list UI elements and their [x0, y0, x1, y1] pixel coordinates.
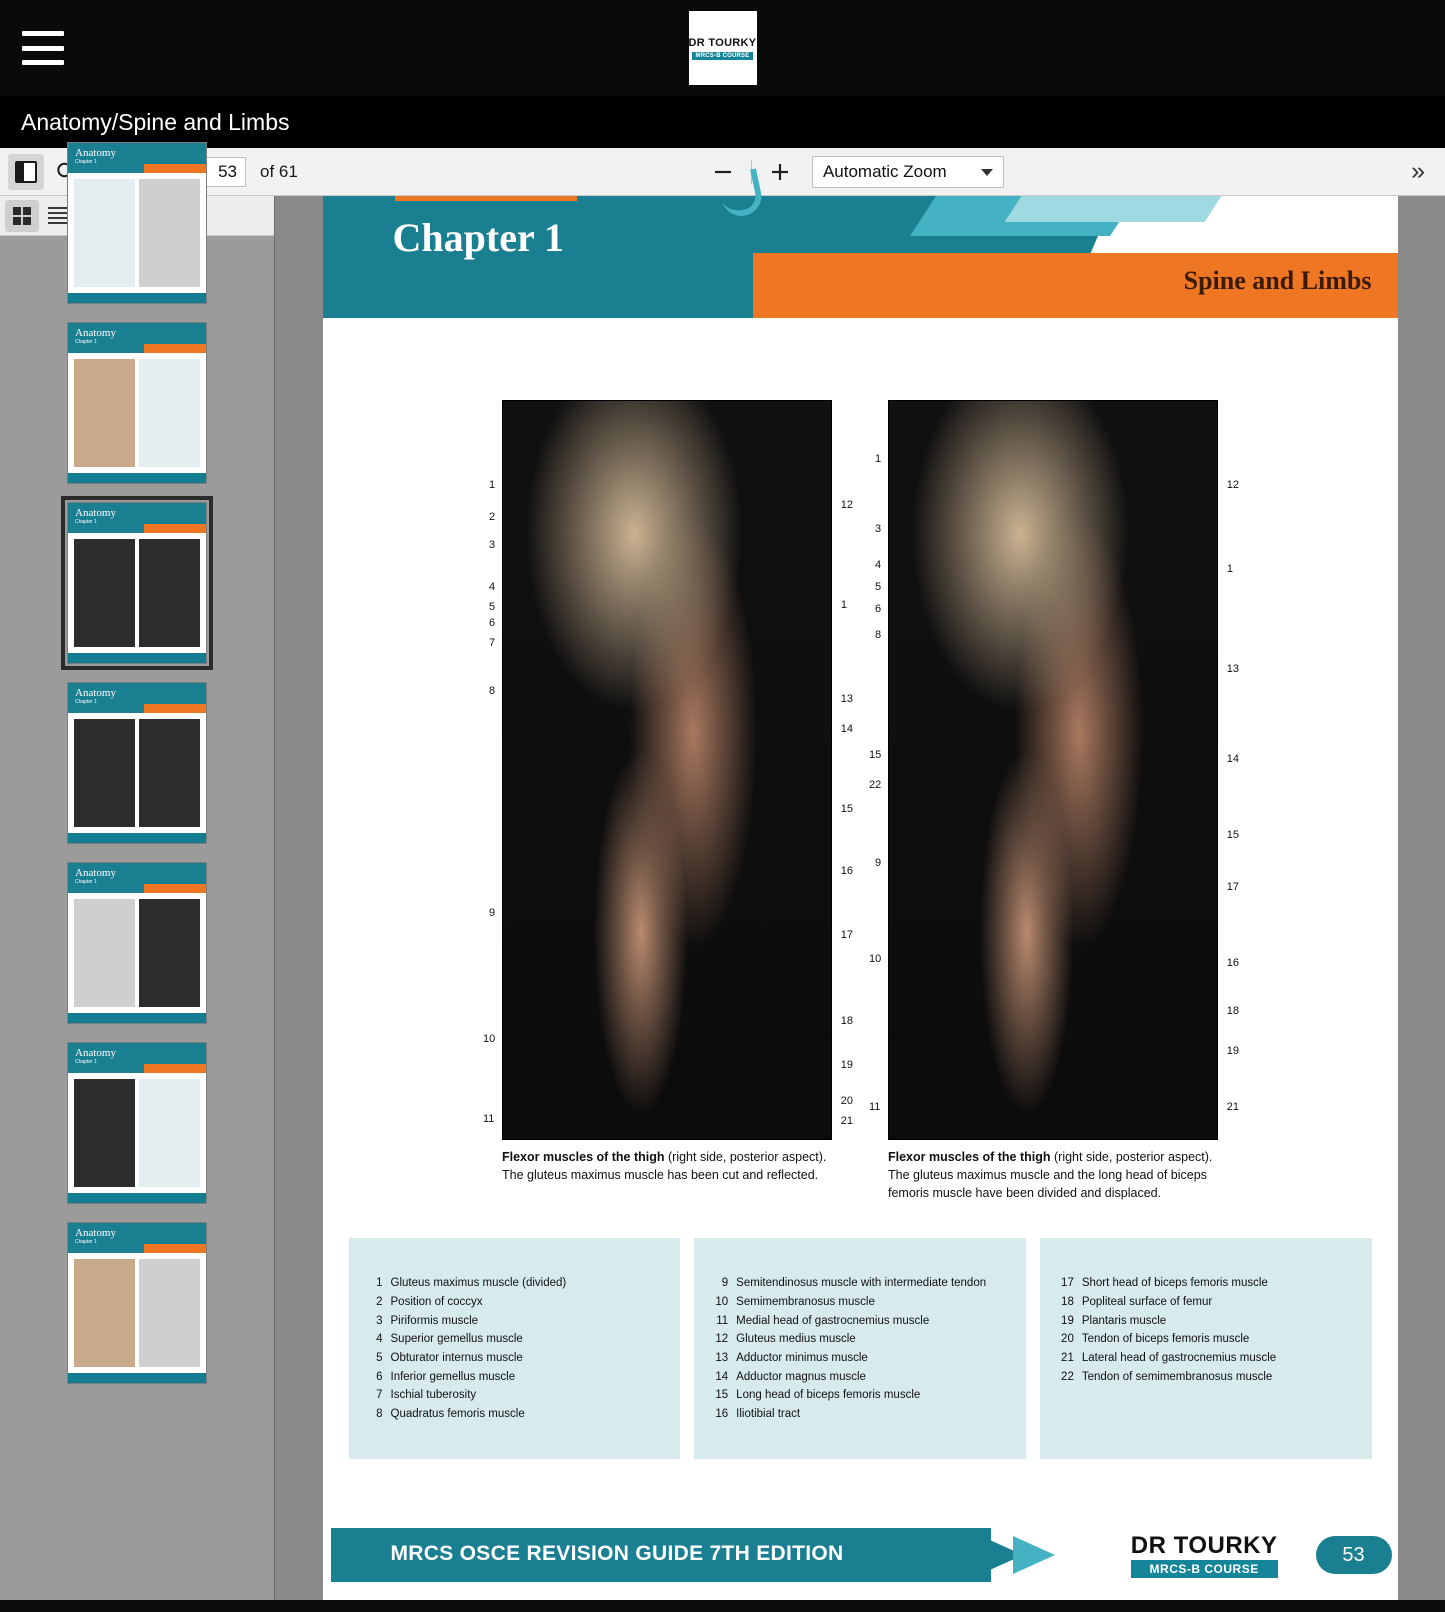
chevron-down-icon: [981, 169, 993, 176]
legend-row: [349, 1238, 1372, 1459]
legend-number: 10: [715, 1296, 729, 1308]
legend-text: Short head of biceps femoris muscle: [1081, 1277, 1268, 1290]
thumbnail-item[interactable]: [67, 1042, 207, 1204]
legend-text: Popliteal surface of femur: [1081, 1296, 1213, 1308]
legend-number: 1: [376, 1277, 383, 1290]
thumb-title: Anatomy: [75, 867, 116, 879]
thumb-sub: Chapter 1: [75, 699, 97, 705]
document-outline-icon: [48, 207, 68, 224]
page-number-badge: 53: [1316, 1536, 1392, 1574]
legend-number: 7: [376, 1389, 383, 1402]
legend-number: 2: [376, 1296, 383, 1308]
plus-icon: [769, 161, 791, 183]
chapter-title: Chapter 1: [392, 215, 564, 260]
page-chapter-header: [323, 196, 1398, 318]
pdf-page-viewer[interactable]: [275, 196, 1445, 1600]
footer-logo: [1131, 1532, 1278, 1578]
more-tools-button[interactable]: »: [1411, 157, 1425, 185]
thumbnail-item[interactable]: [67, 862, 207, 1024]
figure-caption-line2: The gluteus maximus muscle has been cut and reflected.: [502, 1168, 819, 1183]
legend-text: Ischial tuberosity: [390, 1389, 477, 1402]
thumb-title: Anatomy: [75, 327, 116, 339]
legend-number: 6: [376, 1370, 383, 1383]
legend-number: 5: [376, 1351, 383, 1364]
legend-column: [1040, 1238, 1372, 1459]
legend-text: Lateral head of gastrocnemius muscle: [1081, 1351, 1277, 1364]
hamburger-menu-icon[interactable]: [22, 31, 64, 65]
legend-number: 14: [715, 1370, 729, 1383]
legend-number: 9: [721, 1277, 729, 1290]
thumbnails-view-button[interactable]: [5, 200, 39, 232]
legend-number: 4: [376, 1333, 383, 1346]
legend-number: 11: [716, 1314, 729, 1327]
legend-number: 21: [1061, 1351, 1074, 1364]
legend-text: Medial head of gastrocnemius muscle: [736, 1314, 930, 1327]
thumb-sub: Chapter 1: [75, 339, 97, 345]
figure-labels-right: 1 3 4 5 6 8 15 22 9 10 11 12 1 13 14 15 17 16 18 19 21: [869, 453, 1239, 1113]
breadcrumb: [0, 96, 1445, 148]
brand-logo: [689, 11, 757, 85]
footer-logo-line2: MRCS-B COURSE: [1131, 1560, 1278, 1578]
legend-text: Semitendinosus muscle with intermediate tendon: [736, 1277, 987, 1290]
sidebar-panel-icon: [15, 161, 37, 183]
figure-caption: [888, 1148, 1218, 1202]
pdf-page: [323, 196, 1398, 1600]
figure-block: [483, 400, 853, 1202]
legend-number: 16: [715, 1407, 729, 1420]
figure-caption-title: Flexor muscles of the thigh: [502, 1150, 665, 1164]
thumb-title: Anatomy: [75, 147, 116, 159]
thumbnail-item[interactable]: [67, 322, 207, 484]
figure-caption-line2: The gluteus maximus muscle and the long head of biceps femoris muscle have been divided and displaced.: [888, 1168, 1207, 1201]
cadaver-photo-left: [483, 400, 853, 1140]
legend-text: Piriformis muscle: [390, 1314, 479, 1327]
legend-text: Iliotibial tract: [736, 1407, 801, 1420]
legend-number: 20: [1061, 1333, 1074, 1346]
thumbnail-item[interactable]: [67, 1222, 207, 1384]
legend-text: Position of coccyx: [390, 1296, 483, 1308]
thumb-sub: Chapter 1: [75, 1059, 97, 1065]
cadaver-photo-right: [869, 400, 1239, 1140]
app-header: [0, 0, 1445, 96]
figure-block: [869, 400, 1239, 1202]
zoom-in-button[interactable]: [762, 154, 798, 190]
legend-column: [694, 1238, 1026, 1459]
zoom-select[interactable]: [812, 156, 1004, 188]
thumb-title: Anatomy: [75, 687, 116, 699]
legend-text: Inferior gemellus muscle: [390, 1370, 516, 1383]
sidebar-toggle-button[interactable]: [8, 154, 44, 190]
legend-text: Gluteus maximus muscle (divided): [390, 1277, 567, 1290]
thumb-title: Anatomy: [75, 507, 116, 519]
footer-title: MRCS OSCE REVISION GUIDE 7TH EDITION: [390, 1542, 844, 1565]
legend-text: Adductor minimus muscle: [736, 1351, 868, 1364]
page-count-label: of 61: [260, 161, 298, 181]
thumb-sub: Chapter 1: [75, 1239, 97, 1245]
thumbnail-list[interactable]: [0, 147, 274, 1600]
section-title: Spine and Limbs: [1183, 266, 1372, 295]
thumb-sub: Chapter 1: [75, 879, 97, 885]
legend-text: Plantaris muscle: [1081, 1314, 1167, 1327]
legend-text: Quadratus femoris muscle: [390, 1407, 525, 1420]
legend-number: 17: [1061, 1277, 1074, 1290]
brand-logo-line2: MRCS-B COURSE: [692, 52, 754, 60]
figure-caption-rest: (right side, posterior aspect).: [664, 1150, 827, 1164]
bottom-bar: [0, 1600, 1445, 1612]
legend-text: Tendon of semimembranosus muscle: [1081, 1370, 1273, 1383]
figure-row: [323, 400, 1398, 1202]
legend-column: [349, 1238, 681, 1459]
legend-text: Obturator internus muscle: [390, 1351, 523, 1364]
legend-text: Gluteus medius muscle: [736, 1333, 856, 1346]
legend-text: Long head of biceps femoris muscle: [736, 1389, 921, 1402]
legend-number: 3: [376, 1314, 383, 1327]
breadcrumb-text: Anatomy/Spine and Limbs: [21, 108, 290, 135]
legend-text: Tendon of biceps femoris muscle: [1081, 1333, 1250, 1346]
thumb-sub: Chapter 1: [75, 519, 97, 525]
legend-number: 19: [1061, 1314, 1074, 1327]
page-footer: [323, 1528, 1398, 1582]
figure-caption: [502, 1148, 832, 1184]
zoom-select-value: Automatic Zoom: [822, 161, 947, 181]
legend-text: Semimembranosus muscle: [736, 1296, 875, 1308]
legend-number: 13: [715, 1351, 729, 1364]
footer-logo-line1: DR TOURKY: [1130, 1532, 1278, 1559]
figure-labels-left: 1 2 3 4 5 6 7 8 9 10 11 12 1 13 14 15 16 17 18 19 20 21: [483, 479, 853, 1127]
brand-logo-line1: DR TOURKY: [688, 36, 757, 49]
legend-text: Adductor magnus muscle: [736, 1370, 866, 1383]
legend-number: 15: [715, 1389, 729, 1402]
figure-caption-title: Flexor muscles of the thigh: [888, 1150, 1051, 1164]
legend-number: 18: [1061, 1296, 1074, 1308]
thumb-title: Anatomy: [75, 1227, 116, 1239]
grid-thumbnails-icon: [13, 207, 31, 225]
thumbnail-item[interactable]: [67, 682, 207, 844]
legend-number: 22: [1061, 1370, 1074, 1383]
legend-number: 8: [376, 1407, 383, 1420]
thumb-title: Anatomy: [75, 1047, 116, 1059]
figure-caption-rest: (right side, posterior aspect).: [1050, 1150, 1213, 1164]
thumbnail-item[interactable]: [67, 142, 207, 304]
legend-number: 12: [715, 1333, 729, 1346]
legend-text: Superior gemellus muscle: [390, 1333, 523, 1346]
thumbnail-item-current[interactable]: [67, 502, 207, 664]
thumb-sub: Chapter 1: [75, 159, 97, 165]
thumbnail-sidebar: [0, 147, 275, 1600]
